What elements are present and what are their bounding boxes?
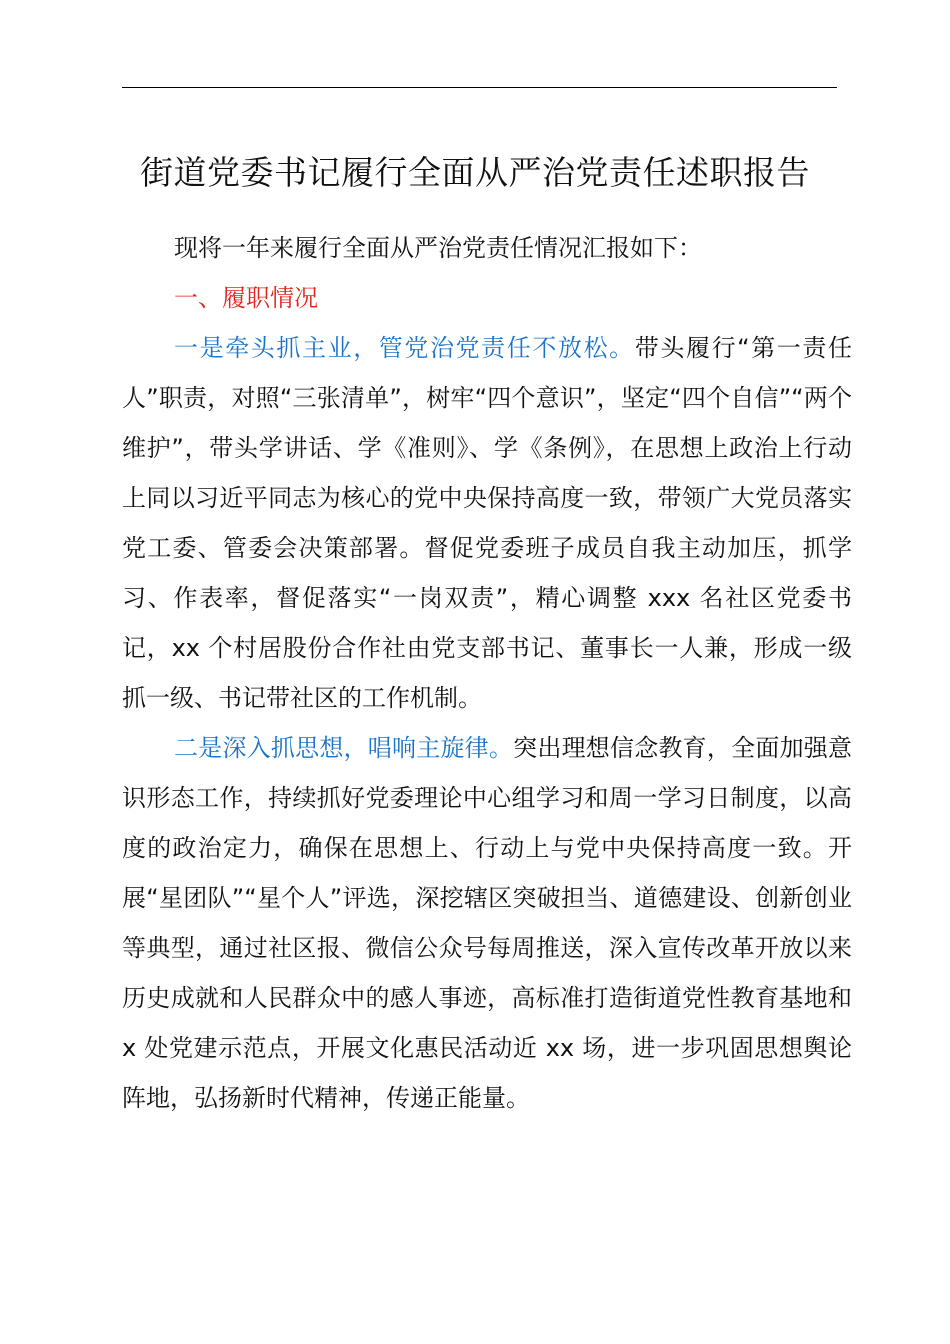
paragraph-1 xyxy=(122,323,852,723)
paragraph-2-lead: 二是深入抓思想，唱响主旋律。 xyxy=(174,734,514,762)
paragraph-1-text: 带头履行“第一责任人”职责，对照“三张清单”，树牢“四个意识”，坚定“四个自信”“两个维护”，带头学讲话、学《准则》、学《条例》，在思想上政治上行动上同以习近平同志为核心的党中央保持高度一致，带领广大党员落实党工委、管委会决策部署。督促党委班子成员自我主动加压，抓学习、作表率，督促落实“一岗双责”，精心调整 xxx 名社区党委书记，xx 个村居股份合作社由党支部书记、董事长一人兼，形成一级抓一级、书记带社区的工作机制。 xyxy=(122,334,853,712)
document-title: 街道党委书记履行全面从严治党责任述职报告 xyxy=(140,153,810,192)
paragraph-1-lead: 一是牵头抓主业，管党治党责任不放松。 xyxy=(174,334,635,362)
paragraph-2-text: 突出理想信念教育，全面加强意识形态工作，持续抓好党委理论中心组学习和周一学习日制度，以高度的政治定力，确保在思想上、行动上与党中央保持高度一致。开展“星团队”“星个人”评选，深挖辖区突破担当、道德建设、创新创业等典型，通过社区报、微信公众号每周推送，深入宣传改革开放以来历史成就和人民群众中的感人事迹，高标准打造街道党性教育基地和 x 处党建示范点，开展文化惠民活动近 xx 场，进一步巩固思想舆论阵地，弘扬新时代精神，传递正能量。 xyxy=(122,734,853,1112)
section-heading: 一、履职情况 xyxy=(174,284,318,312)
document-body xyxy=(122,223,852,1123)
header-rule xyxy=(122,87,837,88)
paragraph-2 xyxy=(122,723,852,1123)
intro-paragraph: 现将一年来履行全面从严治党责任情况汇报如下： xyxy=(174,234,702,262)
